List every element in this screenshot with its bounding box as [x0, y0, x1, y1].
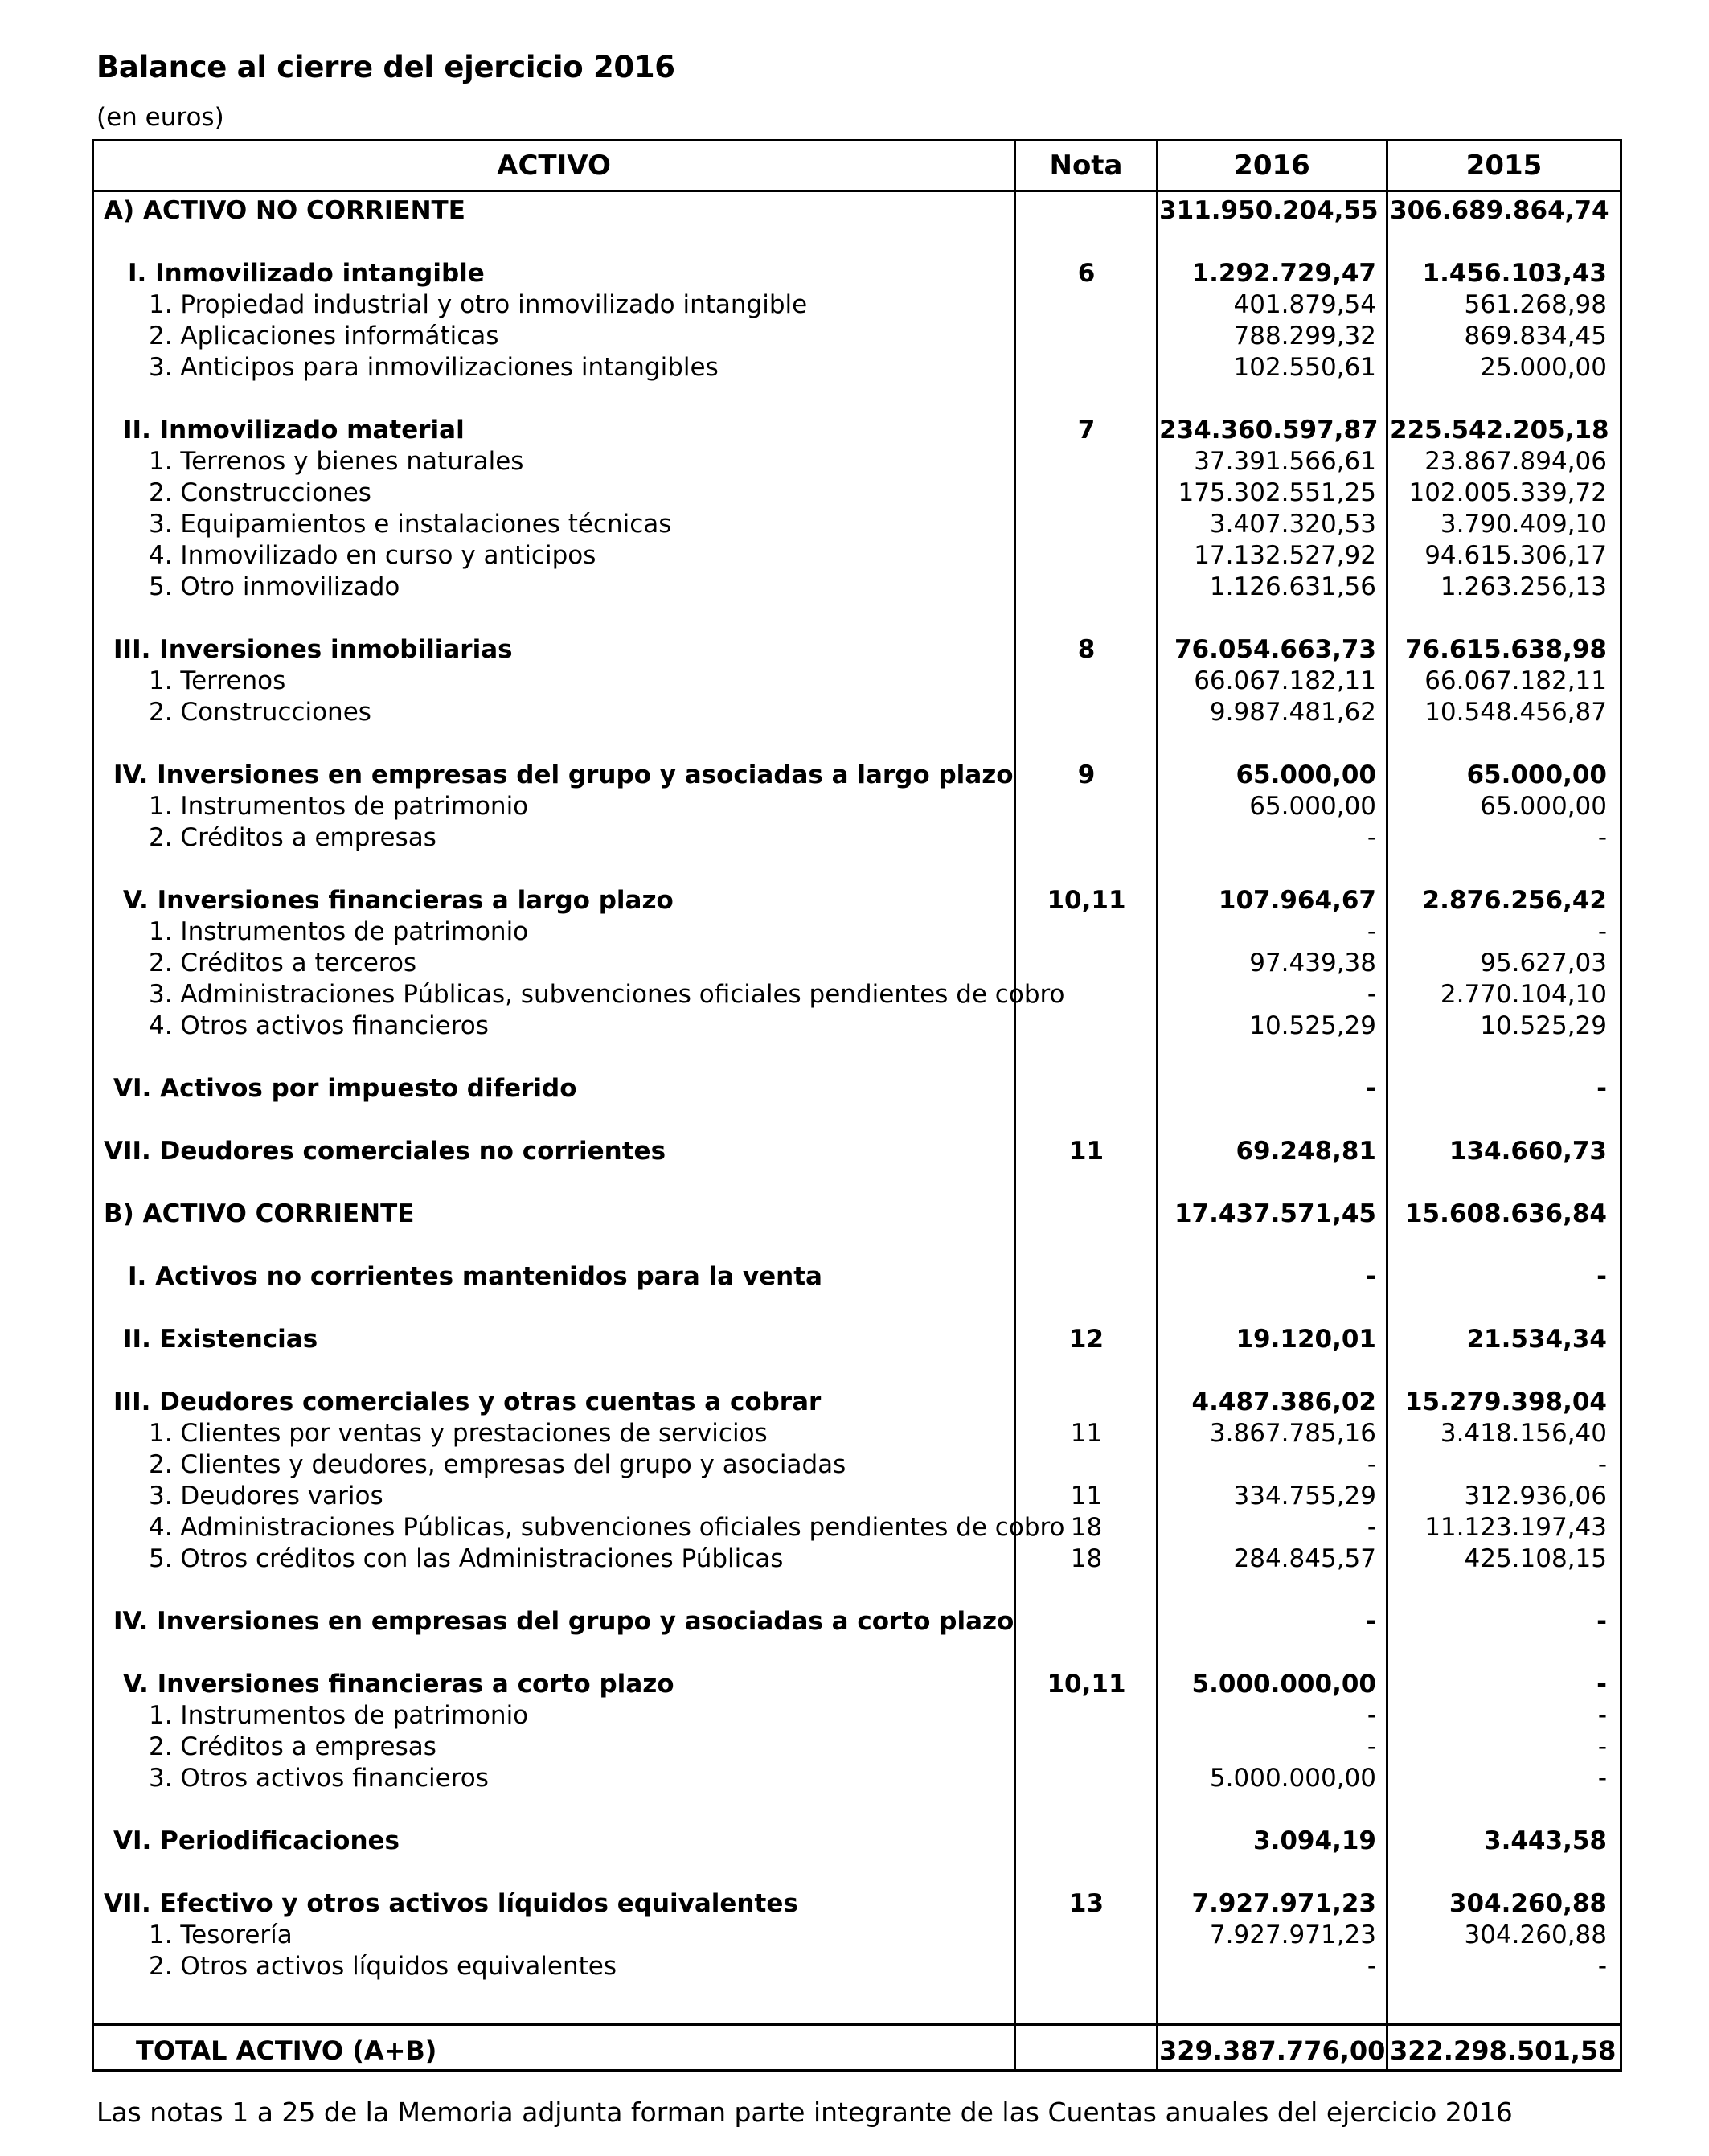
header-2016: 2016 — [1234, 150, 1310, 182]
row-value-2015: 312.936,06 — [1464, 1482, 1607, 1510]
row-label: 3. Deudores varios — [149, 1482, 383, 1510]
table-row — [94, 1920, 1620, 1951]
row-value-2015: 11.123.197,43 — [1424, 1513, 1607, 1542]
row-value-2016: 401.879,54 — [1233, 290, 1376, 319]
row-value-2015: 306.689.864,74 — [1390, 196, 1609, 225]
row-value-2016: - — [1367, 1732, 1376, 1761]
table-row — [94, 1010, 1620, 1042]
total-label: TOTAL ACTIVO (A+B) — [136, 2035, 437, 2066]
row-value-2016: 334.755,29 — [1233, 1482, 1376, 1510]
row-value-2016: - — [1367, 980, 1376, 1009]
row-value-2016: 10.525,29 — [1249, 1011, 1376, 1040]
table-row — [94, 289, 1620, 321]
row-value-2015: 225.542.205,18 — [1390, 416, 1609, 445]
row-value-2015: 869.834,45 — [1464, 322, 1607, 350]
row-value-2015: - — [1597, 1952, 1607, 1981]
header-nota: Nota — [1049, 150, 1123, 182]
row-label: 1. Instrumentos de patrimonio — [149, 1701, 529, 1730]
row-value-2015: 95.627,03 — [1480, 949, 1607, 978]
row-value-2015: 65.000,00 — [1466, 760, 1607, 789]
row-label: I. Inmovilizado intangible — [128, 259, 485, 288]
row-value-2015: 3.443,58 — [1484, 1826, 1607, 1855]
row-value-2016: - — [1366, 1607, 1376, 1636]
unit-note: (en euros) — [96, 103, 224, 132]
row-value-2016: 788.299,32 — [1233, 322, 1376, 350]
row-nota: 8 — [1077, 635, 1096, 664]
row-value-2015: 21.534,34 — [1466, 1325, 1607, 1354]
row-label: V. Inversiones financieras a corto plazo — [123, 1670, 674, 1699]
row-value-2016: 3.094,19 — [1253, 1826, 1376, 1855]
row-nota: 6 — [1077, 259, 1096, 288]
row-label: 2. Créditos a terceros — [149, 949, 417, 978]
total-row — [94, 2028, 1620, 2074]
table-row — [94, 321, 1620, 352]
row-value-2015: 25.000,00 — [1480, 353, 1607, 382]
row-nota: 9 — [1077, 760, 1096, 789]
row-label: A) ACTIVO NO CORRIENTE — [104, 196, 465, 225]
row-label: B) ACTIVO CORRIENTE — [104, 1199, 415, 1228]
row-value-2015: 425.108,15 — [1464, 1544, 1607, 1573]
row-nota: 11 — [1070, 1419, 1103, 1448]
table-row — [94, 697, 1620, 728]
table-row — [94, 1700, 1620, 1732]
row-value-2016: 76.054.663,73 — [1174, 635, 1376, 664]
table-row — [94, 666, 1620, 697]
row-label: II. Inmovilizado material — [123, 416, 465, 445]
row-value-2015: - — [1596, 1262, 1607, 1291]
spacer-row — [94, 603, 1620, 634]
row-value-2015: 1.263.256,13 — [1440, 572, 1607, 601]
row-label: IV. Inversiones en empresas del grupo y asociadas a corto plazo — [113, 1607, 1014, 1636]
table-row — [94, 791, 1620, 822]
row-label: 2. Construcciones — [149, 478, 371, 507]
table-row — [94, 948, 1620, 979]
row-value-2016: 4.487.386,02 — [1191, 1387, 1376, 1416]
row-value-2016: 69.248,81 — [1236, 1137, 1376, 1166]
row-value-2015: 2.770.104,10 — [1440, 980, 1607, 1009]
row-value-2015: 102.005.339,72 — [1408, 478, 1607, 507]
section-row — [94, 195, 1620, 227]
row-value-2016: 5.000.000,00 — [1191, 1670, 1376, 1699]
row-label: 2. Otros activos líquidos equivalentes — [149, 1952, 617, 1981]
spacer-row — [94, 1575, 1620, 1606]
row-value-2015: 1.456.103,43 — [1422, 259, 1607, 288]
total-2015: 322.298.501,58 — [1390, 2035, 1617, 2066]
document-title: Balance al cierre del ejercicio 2016 — [96, 50, 675, 84]
row-nota: 10,11 — [1047, 1670, 1126, 1699]
row-value-2015: 76.615.638,98 — [1404, 635, 1607, 664]
row-value-2016: 3.867.785,16 — [1209, 1419, 1376, 1448]
table-row — [94, 822, 1620, 854]
row-label: V. Inversiones financieras a largo plazo — [123, 886, 674, 915]
row-label: VII. Efectivo y otros activos líquidos equivalentes — [104, 1889, 798, 1918]
row-value-2015: - — [1597, 823, 1607, 852]
row-label: IV. Inversiones en empresas del grupo y asociadas a largo plazo — [113, 760, 1014, 789]
section-row — [94, 634, 1620, 666]
row-value-2016: 1.292.729,47 — [1191, 259, 1376, 288]
row-value-2016: 65.000,00 — [1236, 760, 1376, 789]
table-body — [94, 195, 1620, 2069]
table-row — [94, 1449, 1620, 1481]
row-value-2016: - — [1366, 1262, 1376, 1291]
table-row — [94, 352, 1620, 383]
header-divider — [94, 190, 1620, 192]
row-label: 1. Instrumentos de patrimonio — [149, 917, 529, 946]
row-label: 1. Tesorería — [149, 1920, 293, 1949]
table-row — [94, 478, 1620, 509]
row-label: 3. Anticipos para inmovilizaciones intangibles — [149, 353, 719, 382]
spacer-row — [94, 227, 1620, 258]
row-value-2016: 17.132.527,92 — [1194, 541, 1376, 570]
row-value-2016: 3.407.320,53 — [1209, 510, 1376, 539]
row-nota: 13 — [1068, 1889, 1104, 1918]
row-label: 4. Inmovilizado en curso y anticipos — [149, 541, 596, 570]
row-label: VI. Activos por impuesto diferido — [113, 1074, 577, 1103]
row-nota: 18 — [1070, 1544, 1103, 1573]
row-value-2016: 9.987.481,62 — [1209, 698, 1376, 727]
row-label: 4. Administraciones Públicas, subvenciones oficiales pendientes de cobro — [149, 1513, 1065, 1542]
row-label: VI. Periodificaciones — [113, 1826, 400, 1855]
spacer-row — [94, 1293, 1620, 1324]
row-value-2015: 15.279.398,04 — [1404, 1387, 1607, 1416]
row-value-2016: 311.950.204,55 — [1159, 196, 1379, 225]
footer-note: Las notas 1 a 25 de la Memoria adjunta forman parte integrante de las Cuentas anuales del ejercicio 2016 — [96, 2097, 1513, 2128]
table-row — [94, 572, 1620, 603]
row-value-2015: 304.260,88 — [1464, 1920, 1607, 1949]
row-value-2016: 37.391.566,61 — [1194, 447, 1376, 476]
table-row — [94, 1512, 1620, 1543]
row-label: II. Existencias — [123, 1325, 318, 1354]
row-value-2015: - — [1596, 1607, 1607, 1636]
table-row — [94, 1763, 1620, 1794]
row-label: III. Deudores comerciales y otras cuentas a cobrar — [113, 1387, 822, 1416]
row-value-2015: 134.660,73 — [1449, 1137, 1607, 1166]
balance-table — [92, 139, 1622, 2072]
row-value-2015: 10.525,29 — [1480, 1011, 1607, 1040]
row-value-2015: - — [1596, 1074, 1607, 1103]
row-label: 2. Aplicaciones informáticas — [149, 322, 499, 350]
row-label: 4. Otros activos financieros — [149, 1011, 489, 1040]
table-row — [94, 1543, 1620, 1575]
section-row — [94, 1324, 1620, 1355]
row-nota: 7 — [1077, 416, 1096, 445]
section-row — [94, 1606, 1620, 1637]
row-value-2015: 561.268,98 — [1464, 290, 1607, 319]
section-row — [94, 415, 1620, 446]
row-label: 2. Construcciones — [149, 698, 371, 727]
section-row — [94, 1073, 1620, 1105]
row-value-2016: 107.964,67 — [1218, 886, 1376, 915]
row-value-2015: - — [1596, 1670, 1607, 1699]
spacer-row — [94, 1230, 1620, 1261]
row-value-2016: 5.000.000,00 — [1209, 1764, 1376, 1793]
header-2015: 2015 — [1465, 150, 1543, 182]
table-row — [94, 509, 1620, 540]
row-value-2016: - — [1367, 917, 1376, 946]
spacer-row — [94, 1794, 1620, 1826]
row-value-2016: - — [1366, 1074, 1376, 1103]
row-value-2016: 7.927.971,23 — [1209, 1920, 1376, 1949]
section-row — [94, 1136, 1620, 1167]
section-row — [94, 885, 1620, 916]
spacer-row — [94, 1637, 1620, 1669]
row-label: 1. Terrenos — [149, 666, 286, 695]
row-value-2016: - — [1367, 1701, 1376, 1730]
row-value-2015: 2.876.256,42 — [1422, 886, 1607, 915]
row-nota: 10,11 — [1047, 886, 1126, 915]
row-label: 2. Clientes y deudores, empresas del grupo y asociadas — [149, 1450, 846, 1479]
row-value-2015: - — [1597, 1764, 1607, 1793]
row-value-2016: 234.360.597,87 — [1159, 416, 1379, 445]
row-label: 1. Terrenos y bienes naturales — [149, 447, 524, 476]
section-row — [94, 258, 1620, 289]
spacer-row — [94, 1042, 1620, 1073]
section-row — [94, 1826, 1620, 1857]
row-value-2016: - — [1367, 1952, 1376, 1981]
row-value-2015: - — [1597, 1450, 1607, 1479]
spacer-row — [94, 1857, 1620, 1888]
row-label: 2. Créditos a empresas — [149, 823, 436, 852]
row-value-2016: - — [1367, 1450, 1376, 1479]
row-label: 3. Administraciones Públicas, subvenciones oficiales pendientes de cobro — [149, 980, 1065, 1009]
row-value-2016: 7.927.971,23 — [1191, 1889, 1376, 1918]
section-row — [94, 1888, 1620, 1920]
row-value-2015: 3.418.156,40 — [1440, 1419, 1607, 1448]
table-row — [94, 916, 1620, 948]
row-value-2016: 65.000,00 — [1249, 792, 1376, 821]
spacer-row — [94, 728, 1620, 760]
table-row — [94, 1951, 1620, 1982]
row-value-2015: 304.260,88 — [1449, 1889, 1607, 1918]
table-row — [94, 979, 1620, 1010]
row-value-2016: 17.437.571,45 — [1174, 1199, 1376, 1228]
spacer-row — [94, 854, 1620, 885]
row-nota: 11 — [1070, 1482, 1103, 1510]
section-row — [94, 1199, 1620, 1230]
row-value-2015: 66.067.182,11 — [1424, 666, 1607, 695]
section-row — [94, 760, 1620, 791]
row-nota: 11 — [1068, 1137, 1104, 1166]
row-value-2015: 15.608.636,84 — [1404, 1199, 1607, 1228]
table-row — [94, 540, 1620, 572]
header-activo: ACTIVO — [497, 150, 611, 182]
row-label: 1. Propiedad industrial y otro inmovilizado intangible — [149, 290, 808, 319]
row-label: 5. Otro inmovilizado — [149, 572, 400, 601]
row-label: I. Activos no corrientes mantenidos para la venta — [128, 1262, 822, 1291]
section-row — [94, 1261, 1620, 1293]
spacer-row — [94, 383, 1620, 415]
row-label: 1. Clientes por ventas y prestaciones de servicios — [149, 1419, 768, 1448]
row-nota: 18 — [1070, 1513, 1103, 1542]
row-label: 3. Otros activos financieros — [149, 1764, 489, 1793]
row-value-2016: 1.126.631,56 — [1209, 572, 1376, 601]
total-2016: 329.387.776,00 — [1159, 2035, 1386, 2066]
section-row — [94, 1669, 1620, 1700]
table-row — [94, 446, 1620, 478]
row-label: III. Inversiones inmobiliarias — [113, 635, 513, 664]
row-label: 3. Equipamientos e instalaciones técnicas — [149, 510, 672, 539]
row-value-2015: - — [1597, 1732, 1607, 1761]
row-label: VII. Deudores comerciales no corrientes — [104, 1137, 666, 1166]
row-value-2015: 65.000,00 — [1480, 792, 1607, 821]
row-value-2016: - — [1367, 823, 1376, 852]
row-nota: 12 — [1068, 1325, 1104, 1354]
row-value-2015: - — [1597, 1701, 1607, 1730]
row-label: 1. Instrumentos de patrimonio — [149, 792, 529, 821]
row-value-2016: 66.067.182,11 — [1194, 666, 1376, 695]
row-value-2016: 284.845,57 — [1233, 1544, 1376, 1573]
row-label: 5. Otros créditos con las Administraciones Públicas — [149, 1544, 784, 1573]
row-value-2016: 102.550,61 — [1233, 353, 1376, 382]
row-value-2016: 175.302.551,25 — [1178, 478, 1376, 507]
row-value-2015: 3.790.409,10 — [1440, 510, 1607, 539]
spacer-row — [94, 1105, 1620, 1136]
row-label: 2. Créditos a empresas — [149, 1732, 436, 1761]
row-value-2015: 10.548.456,87 — [1424, 698, 1607, 727]
section-row — [94, 1387, 1620, 1418]
row-value-2015: - — [1597, 917, 1607, 946]
table-row — [94, 1481, 1620, 1512]
row-value-2016: 19.120,01 — [1236, 1325, 1376, 1354]
spacer-row — [94, 1355, 1620, 1387]
row-value-2015: 23.867.894,06 — [1424, 447, 1607, 476]
spacer-row — [94, 1167, 1620, 1199]
row-value-2016: 97.439,38 — [1249, 949, 1376, 978]
row-value-2015: 94.615.306,17 — [1424, 541, 1607, 570]
row-value-2016: - — [1367, 1513, 1376, 1542]
table-row — [94, 1732, 1620, 1763]
table-row — [94, 1418, 1620, 1449]
